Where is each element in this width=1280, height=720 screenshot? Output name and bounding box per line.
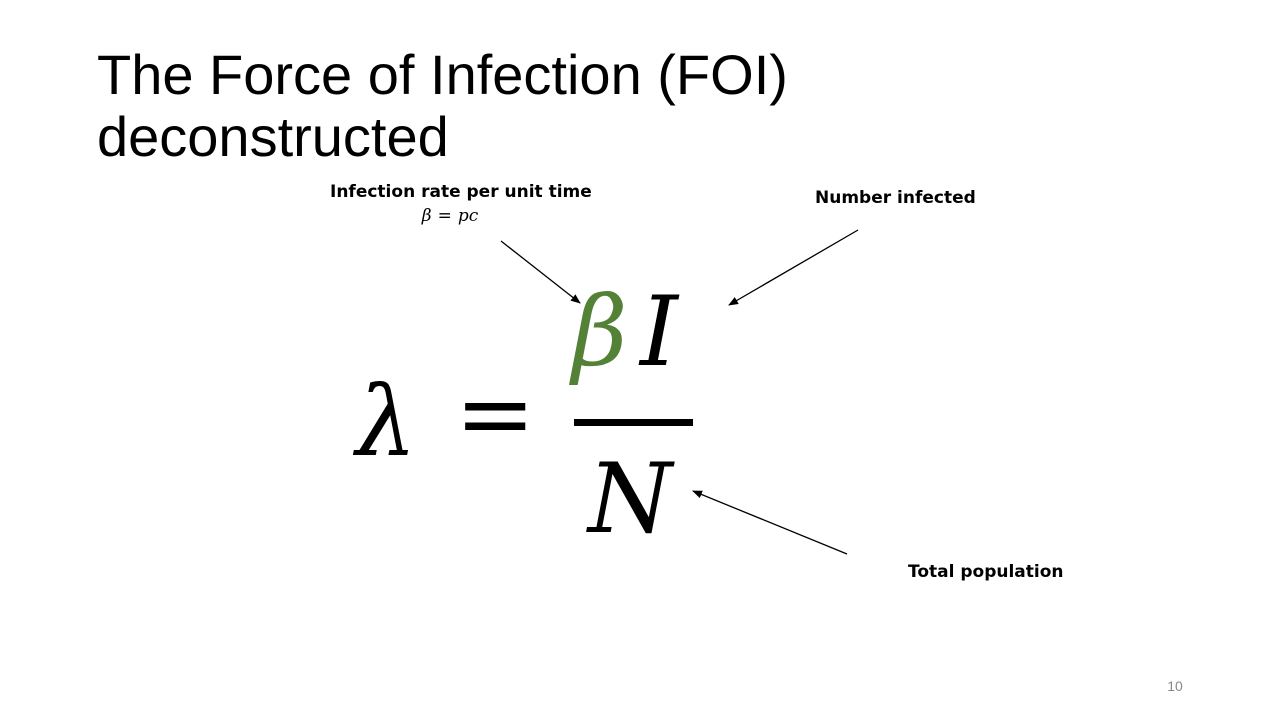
- lambda-symbol: λ: [356, 366, 417, 478]
- beta-definition-equals: =: [437, 206, 452, 226]
- slide-title-line-1: The Force of Infection (FOI): [97, 43, 788, 106]
- population-symbol: N: [588, 443, 672, 555]
- infection-rate-label: Infection rate per unit time: [330, 182, 592, 202]
- slide-title-line-2: deconstructed: [97, 105, 449, 168]
- infection-rate-arrow: [501, 241, 580, 303]
- total-population-label: Total population: [908, 562, 1064, 582]
- infected-symbol: I: [640, 276, 678, 388]
- number-infected-arrow: [729, 230, 858, 305]
- beta-definition-lhs: β: [421, 206, 432, 226]
- total-population-arrow: [693, 491, 847, 554]
- formula-equals-sign: =: [455, 358, 536, 470]
- beta-symbol: β: [572, 276, 628, 388]
- page-number: 10: [1167, 678, 1183, 694]
- beta-definition-rhs: pc: [457, 206, 479, 226]
- number-infected-label: Number infected: [815, 188, 976, 208]
- fraction-bar: [574, 419, 693, 426]
